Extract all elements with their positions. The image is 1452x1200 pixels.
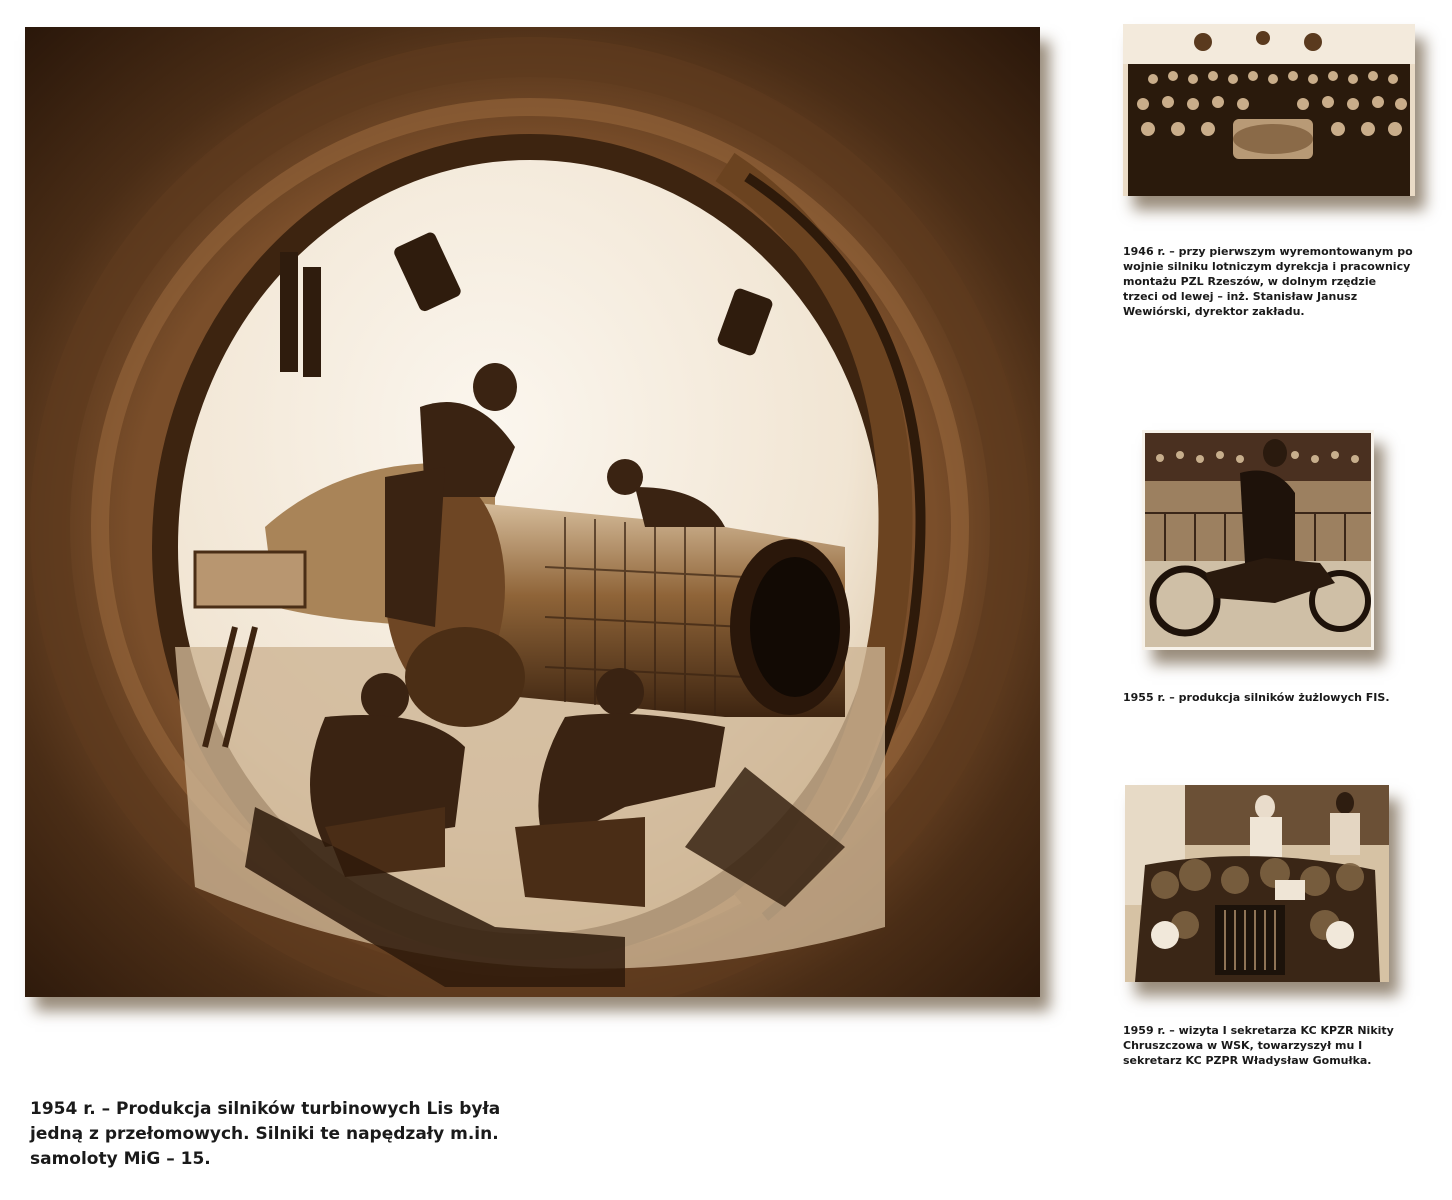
photo-1955-speedway-motorcycle (1142, 430, 1374, 650)
caption-main-1954: 1954 r. – Produkcja silników turbinowych Lis była jedną z przełomowych. Silniki te napędzały m.in. samoloty MiG – 15. (30, 1099, 501, 1169)
main-photo-illustration (25, 27, 1040, 997)
caption-1946: 1946 r. – przy pierwszym wyremontowanym po wojnie silniku lotniczym dyrekcja i pracownicy montażu PZL Rzeszów, w dolnym rzędzie trzeci od lewej – inż. Stanisław Janusz Wewiórski, dyrektor zakładu. (1123, 245, 1413, 318)
caption-1955: 1955 r. – produkcja silników żużlowych FIS. (1123, 691, 1390, 704)
photo-1946-group-portrait (1123, 24, 1415, 196)
photo-1955-illustration (1145, 433, 1371, 647)
main-photo-jet-engine-assembly (25, 27, 1040, 997)
photo-1946-illustration (1123, 24, 1415, 196)
photo-1959-official-visit (1125, 785, 1389, 982)
photo-1959-illustration (1125, 785, 1389, 982)
caption-1959: 1959 r. – wizyta I sekretarza KC KPZR Nikity Chruszczowa w WSK, towarzyszył mu I sekretarz KC PZPR Władysław Gomułka. (1123, 1024, 1394, 1067)
